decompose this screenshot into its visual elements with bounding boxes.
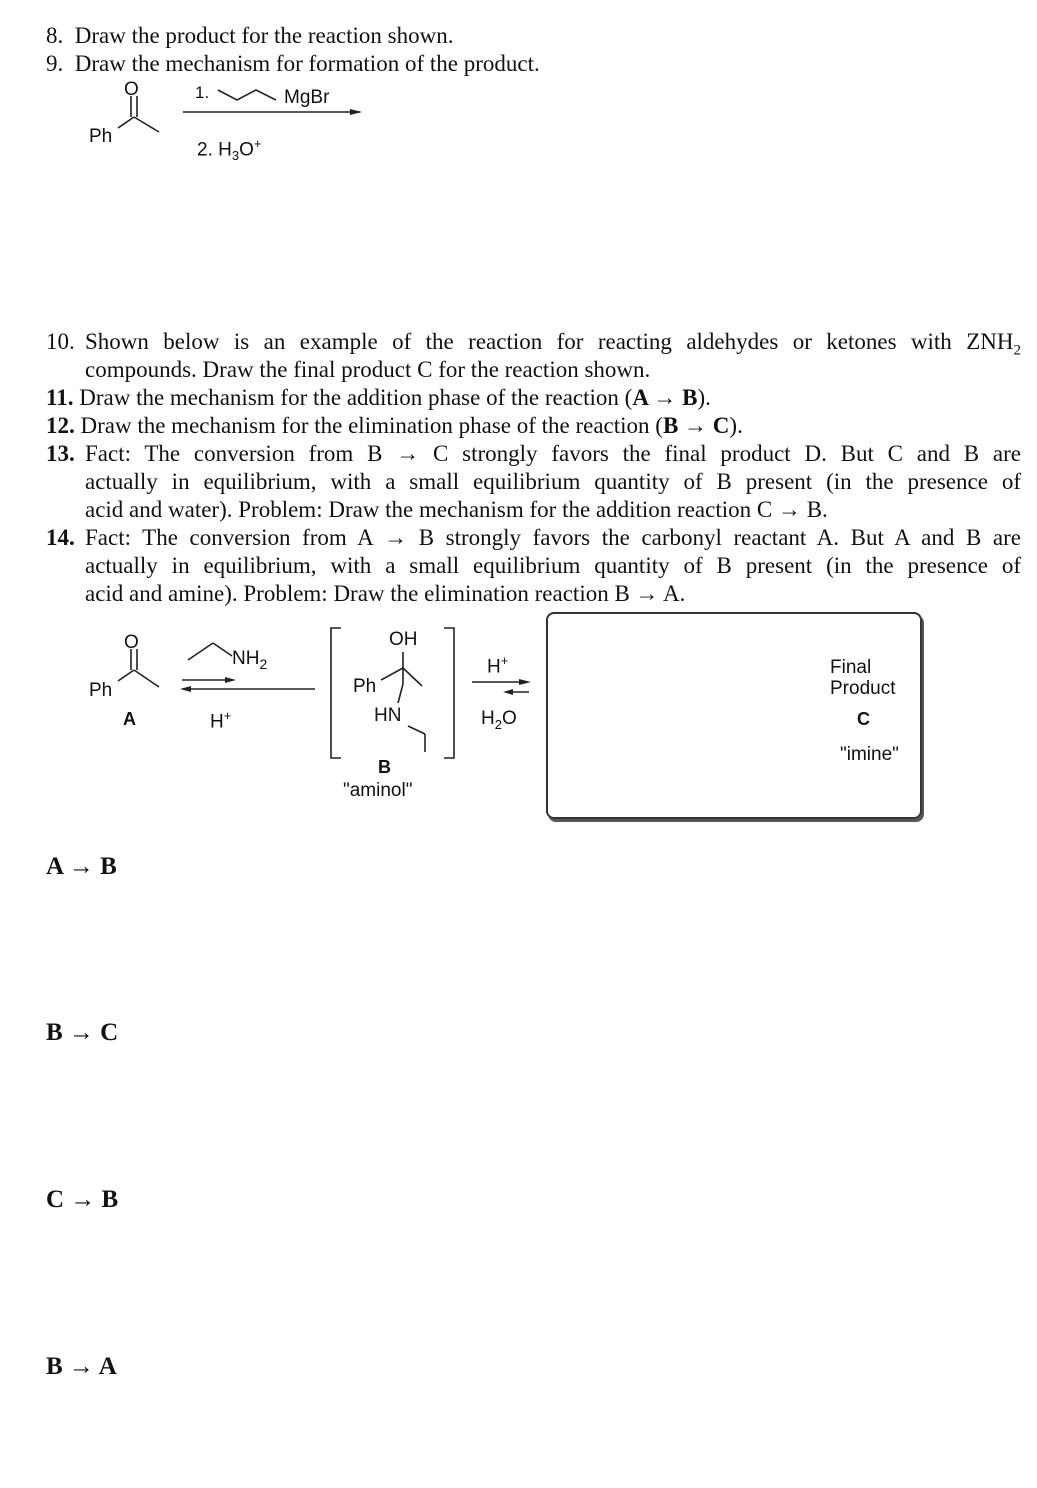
water-label [481, 708, 517, 736]
acid-catalyst-label [210, 705, 231, 733]
question-11 [46, 384, 711, 412]
ketone-structure [118, 96, 159, 132]
section-label-a-to-b: A → B [46, 853, 117, 880]
question-text: Draw the product for the reaction shown. [74, 23, 454, 48]
question-14-number: 14. [46, 525, 75, 550]
question-number: 11. [46, 385, 74, 410]
compound-b-label: B [378, 757, 391, 777]
question-emphasis: B → C [662, 413, 730, 438]
compound-a-phenyl: Ph [89, 680, 113, 701]
superscript: + [500, 653, 509, 668]
section-label-b-to-a: B → A [46, 1353, 117, 1380]
acid-catalyst-label-2 [487, 650, 508, 678]
step-1-label: 1. [195, 83, 210, 102]
ethyl-bond [188, 643, 213, 660]
step-2-label [197, 133, 261, 167]
question-text: Draw the mechanism for the addition phase of the reaction ( [79, 385, 633, 410]
box-label-imine: "imine" [840, 744, 899, 765]
question-13-line-3: acid and water). Problem: Draw the mechanism for the addition reaction C → B. [85, 497, 828, 522]
question-13-number: 13. [46, 441, 75, 466]
acid-text: H [487, 656, 501, 678]
question-text-end: ). [729, 413, 743, 438]
question-emphasis: A → B [632, 385, 698, 410]
superscript: + [253, 136, 262, 151]
question-14-line-3: acid and amine). Problem: Draw the elimination reaction B → A. [85, 581, 686, 606]
question-text: Draw the mechanism for the elimination phase of the reaction ( [80, 413, 663, 438]
question-10-number: 10. [46, 329, 75, 354]
question-number: 9. [46, 51, 64, 76]
grignard-reagent: MgBr [284, 87, 330, 108]
step-2-oxygen: O [239, 139, 254, 161]
compound-a-label: A [123, 709, 136, 729]
box-label-c: C [857, 709, 870, 729]
subscript: 2 [1013, 342, 1021, 359]
equilibrium-arrow-ab [180, 677, 315, 692]
carbonyl-oxygen: O [124, 79, 139, 100]
box-label-final: Final [830, 657, 872, 678]
compound-b-phenyl: Ph [353, 676, 377, 697]
compound-b-structure [381, 652, 425, 752]
question-number: 12. [46, 413, 75, 438]
question-10-line-2: compounds. Draw the final product C for the reaction shown. [85, 357, 651, 382]
section-label-c-to-b: C → B [46, 1186, 119, 1213]
compound-b-hydroxyl: OH [389, 629, 418, 650]
compound-b-name: "aminol" [343, 780, 413, 801]
compound-b-amine: HN [374, 705, 402, 726]
line-text: Shown below is an example of the reaction for reacting aldehydes or ketones with ZNH [85, 329, 1014, 354]
step-2-text: 2. H [197, 139, 232, 161]
propyl-chain [218, 90, 276, 100]
phenyl-label: Ph [89, 126, 113, 147]
question-14-line-1: Fact: The conversion from A → B strongly favors the carbonyl reactant A. But A and B are [85, 525, 1021, 550]
water-h: H [481, 708, 495, 729]
question-number: 8. [46, 23, 64, 48]
question-12 [46, 412, 743, 440]
amine-text: NH [232, 648, 260, 669]
left-bracket [331, 628, 341, 758]
water-o: O [501, 708, 517, 729]
acid-text: H [210, 711, 224, 733]
right-bracket [444, 628, 454, 758]
box-label-product: Product [830, 678, 896, 699]
equilibrium-arrow-bc [472, 679, 531, 695]
question-text-end: ). [697, 385, 711, 410]
reaction-arrow [183, 109, 362, 115]
subscript: 2 [494, 716, 502, 732]
question-14-line-2: actually in equilibrium, with a small equilibrium quantity of B present (in the presence of [85, 553, 1021, 578]
question-13-line-2: actually in equilibrium, with a small equilibrium quantity of B present (in the presence of [85, 469, 1021, 494]
compound-a-structure [118, 649, 159, 687]
compound-a-oxygen: O [124, 632, 139, 653]
subscript: 3 [231, 148, 240, 164]
ethyl-bond [213, 643, 232, 656]
amine-reagent [232, 648, 267, 675]
subscript: 2 [259, 655, 268, 672]
question-13-line-1: Fact: The conversion from B → C strongly favors the final product D. But C and B are [85, 441, 1021, 466]
question-text: Draw the mechanism for formation of the product. [74, 51, 540, 76]
superscript: + [223, 708, 232, 723]
section-label-b-to-c: B → C [46, 1019, 119, 1046]
